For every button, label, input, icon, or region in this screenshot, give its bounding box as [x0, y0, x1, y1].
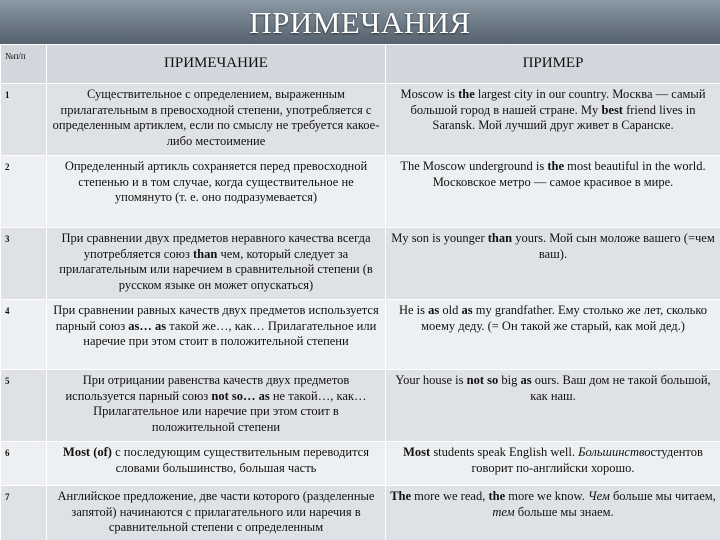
text-run: При сравнении равных качеств двух предметов используется парный союз — [53, 303, 379, 333]
table-header-row — [1, 45, 720, 84]
note-cell — [47, 370, 386, 442]
notes-table — [0, 44, 720, 540]
text-run: больше мы читаем, — [609, 489, 716, 503]
text-run: not so — [466, 373, 499, 387]
note-cell — [47, 228, 386, 300]
text-run: такой же…, как… Прилагательное или наречие при этом стоит в положительной степени — [83, 318, 377, 348]
row-number: 4 — [1, 300, 47, 370]
text-run: the — [458, 87, 475, 101]
text-run: студентов говорит по-английски хорошо. — [471, 445, 703, 475]
text-run: more we know. — [505, 489, 588, 503]
text-run: Существительное с определением, выраженным прилагательным в превосходной степени, употребляется с определенным артиклем, если по смыслу не требуется какое-либо местоимение — [52, 87, 380, 148]
text-run: my grandfather. Ему столько же лет, сколько моему деду. (= Он такой же старый, как мой дед.) — [421, 303, 708, 333]
text-run: largest city in our country. Москва — самый большой город в нашей стране. My — [410, 87, 706, 117]
table-row — [1, 370, 720, 442]
text-run: Most (of) — [63, 445, 112, 459]
text-run: big — [498, 373, 521, 387]
text-run: the — [488, 489, 506, 503]
example-cell — [386, 370, 720, 442]
text-run: чем, который следует за прилагательным или наречием в сравнительной степени (в русском языке он может опускаться) — [59, 246, 373, 292]
note-cell — [47, 84, 386, 156]
text-run: more we read, — [411, 489, 489, 503]
note-cell — [47, 486, 386, 540]
table-row — [1, 156, 720, 228]
row-number: 6 — [1, 442, 47, 486]
text-run: с последующим существительным переводится словами большинство, большая часть — [111, 445, 369, 475]
text-run: as — [520, 373, 532, 387]
text-run: Большинство — [578, 445, 651, 459]
table-row — [1, 84, 720, 156]
text-run: Определенный артикль сохраняется перед превосходной степенью и в том случае, когда существительное не упомянуто (т. е. оно подразумевается) — [64, 159, 368, 204]
text-run: not so… as — [211, 388, 270, 403]
row-number: 1 — [1, 84, 47, 156]
text-run: не такой…, как…Прилагательное или наречие при этом стоит в положительной степени — [93, 388, 367, 434]
table-row — [1, 228, 720, 300]
slide-title: ПРИМЕЧАНИЯ — [0, 0, 720, 44]
header-example: ПРИМЕР — [386, 45, 720, 84]
text-run: the — [547, 159, 564, 173]
text-run: Most — [403, 445, 431, 459]
text-run: Moscow is — [400, 87, 459, 101]
text-run: Чем — [587, 489, 610, 503]
text-run: best — [601, 102, 623, 117]
example-cell — [386, 442, 720, 486]
text-run: My son is younger — [391, 231, 488, 245]
text-run: old — [439, 303, 462, 317]
example-cell — [386, 156, 720, 228]
table-row — [1, 486, 720, 540]
note-cell — [47, 442, 386, 486]
example-cell — [386, 228, 720, 300]
header-note: ПРИМЕЧАНИЕ — [47, 45, 386, 84]
example-cell — [386, 300, 720, 370]
text-run: than — [487, 231, 513, 245]
text-run: ours. Ваш дом не такой большой, как наш. — [530, 373, 711, 403]
text-run: The — [390, 489, 412, 503]
text-run: Английское предложение, две части которого (разделенные запятой) начинаются с прилагательного или наречия в сравнительной степени с определенным — [57, 489, 375, 534]
text-run: При отрицании равенства качеств двух предметов используется парный союз — [65, 373, 350, 403]
example-cell — [386, 486, 720, 540]
text-run: При сравнении двух предметов неравного качества всегда употребляется союз — [61, 231, 371, 261]
note-cell — [47, 156, 386, 228]
table-row — [1, 442, 720, 486]
text-run: He is — [398, 303, 429, 317]
text-run: students speak English well. — [430, 445, 579, 459]
text-run: most beautiful in the world. Московское метро — самое красивое в мире. — [432, 159, 706, 189]
row-number: 7 — [1, 486, 47, 540]
text-run: больше мы знаем. — [514, 504, 614, 519]
header-number: №п/п — [1, 45, 47, 84]
row-number: 2 — [1, 156, 47, 228]
text-run: The Moscow underground is — [400, 159, 548, 173]
text-run: тем — [492, 504, 515, 519]
row-number: 3 — [1, 228, 47, 300]
text-run: friend lives in Saransk. Мой лучший друг живет в Саранске. — [432, 102, 696, 132]
text-run: than — [193, 246, 218, 261]
text-run: yours. Мой сын моложе вашего (=чем ваш). — [512, 231, 715, 261]
example-cell — [386, 84, 720, 156]
text-run: as… as — [128, 318, 167, 333]
text-run: Your house is — [395, 373, 467, 387]
table-row — [1, 300, 720, 370]
text-run: as — [428, 303, 440, 317]
row-number: 5 — [1, 370, 47, 442]
note-cell — [47, 300, 386, 370]
text-run: as — [461, 303, 473, 317]
